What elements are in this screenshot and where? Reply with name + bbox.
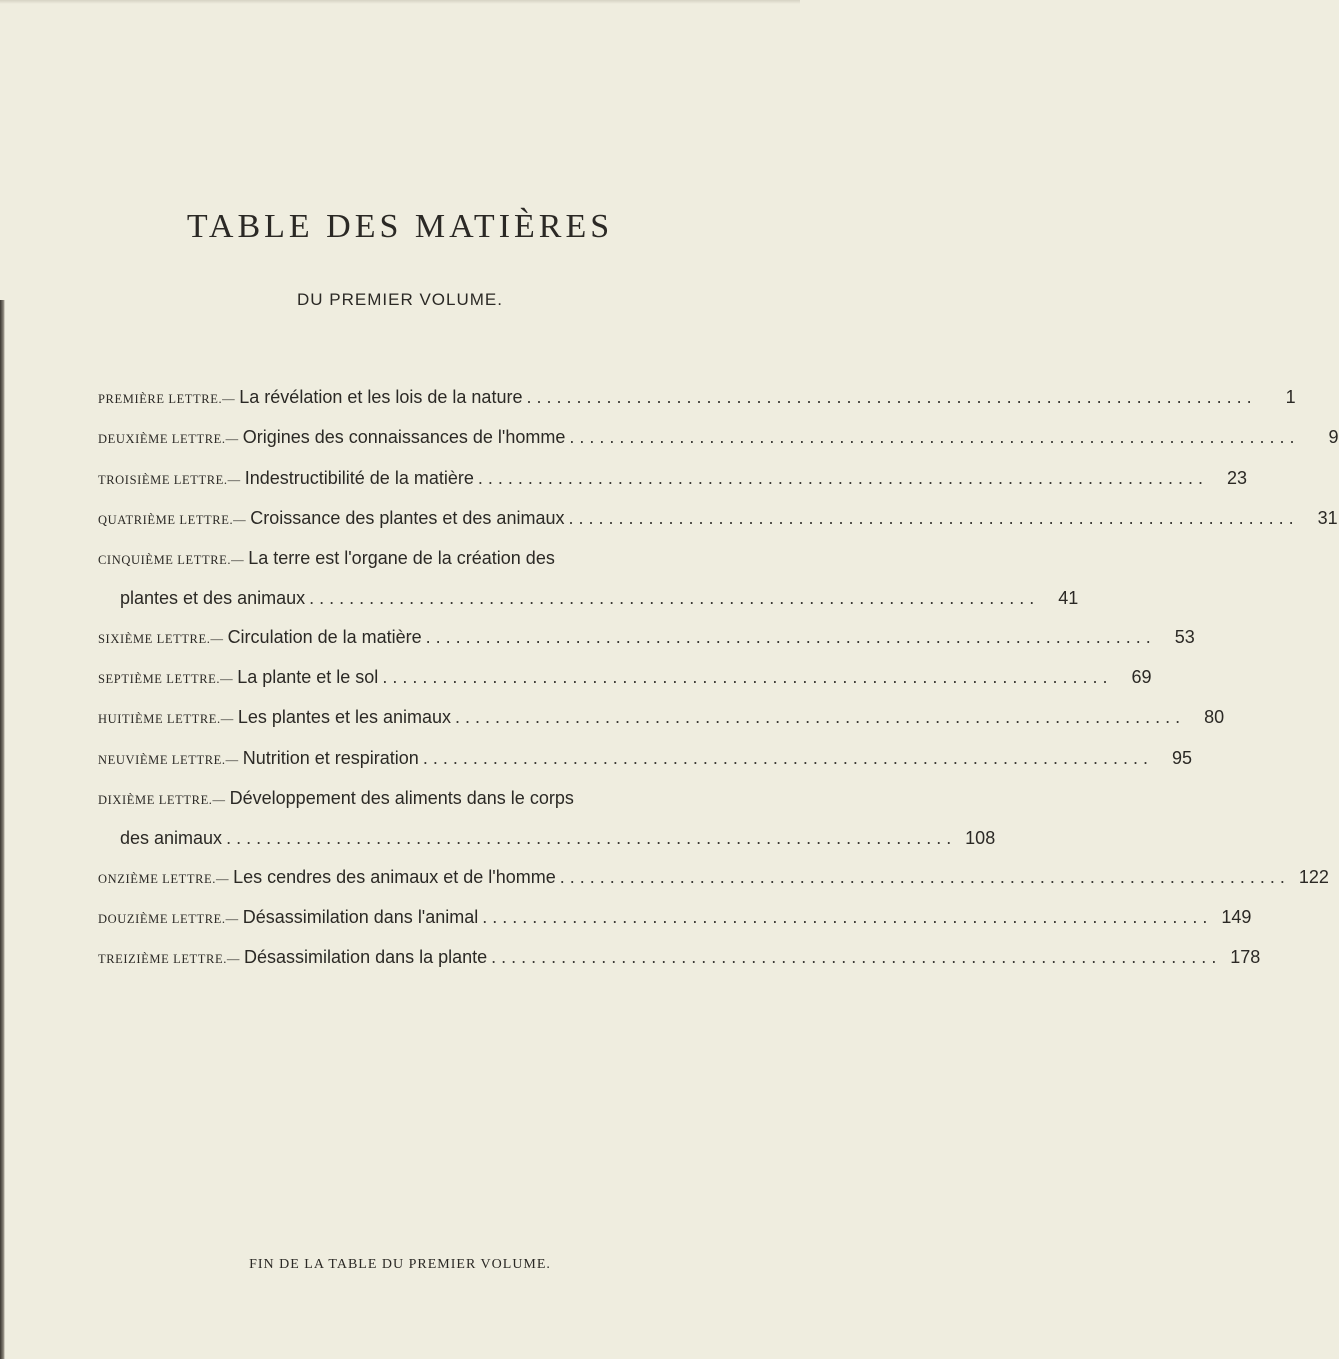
toc-entry-13[interactable] — [98, 938, 1261, 978]
toc-entry-label: ONZIÈME LETTRE.— — [98, 871, 230, 886]
page-edge-left — [0, 300, 5, 1359]
toc-entry-label: DIXIÈME LETTRE.— — [98, 792, 226, 807]
toc-entry-label: DOUZIÈME LETTRE.— — [98, 911, 239, 926]
toc-entry-10[interactable] — [98, 779, 996, 858]
toc-entry-label: TROISIÈME LETTRE.— — [98, 472, 241, 487]
dot-leader — [568, 499, 1293, 537]
dot-leader — [382, 658, 1107, 696]
toc-entry-page: 31 — [1317, 507, 1338, 528]
toc-entry-label: DEUXIÈME LETTRE.— — [98, 432, 239, 447]
dot-leader — [226, 819, 951, 857]
toc-entry-page: 122 — [1298, 866, 1329, 887]
toc-entry-2[interactable] — [98, 418, 1339, 458]
toc-entry-title: Indestructibilité de la matière — [244, 467, 474, 488]
toc-entry-title: Les cendres des animaux et de l'homme — [233, 866, 556, 887]
dot-leader — [491, 938, 1216, 976]
toc-entry-title-continued: plantes et des animaux — [120, 588, 306, 609]
toc-entry-label: SIXIÈME LETTRE.— — [98, 631, 224, 646]
toc-entry-title: La plante et le sol — [237, 667, 379, 688]
toc-entry-page: 178 — [1230, 947, 1261, 968]
toc-entry-label: PREMIÈRE LETTRE.— — [98, 392, 236, 406]
dot-leader — [569, 418, 1294, 456]
toc-entry-12[interactable] — [98, 898, 1252, 938]
toc-entry-title: Origines des connaissances de l'homme — [242, 427, 566, 448]
toc-entry-title: Désassimilation dans la plante — [244, 947, 488, 968]
toc-entry-page: 69 — [1131, 667, 1152, 688]
toc-entry-11[interactable] — [98, 858, 1329, 898]
toc-entry-page: 108 — [965, 828, 996, 849]
dot-leader — [478, 459, 1203, 497]
dot-leader — [560, 858, 1285, 896]
toc-entry-title: La révélation et les lois de la nature — [239, 387, 523, 407]
toc-entry-6[interactable] — [98, 618, 1195, 658]
end-of-table-note: FIN DE LA TABLE DU PREMIER VOLUME. — [249, 1257, 551, 1272]
page-subtitle: DU PREMIER VOLUME. — [297, 290, 503, 309]
toc-entry-9[interactable] — [98, 739, 1192, 779]
toc-entry-7[interactable] — [98, 658, 1152, 698]
page-title: TABLE DES MATIÈRES — [186, 208, 614, 245]
toc-entry-title: Les plantes et les animaux — [237, 707, 452, 728]
toc-entry-page: 1 — [1285, 387, 1296, 407]
toc-entry-page: 41 — [1058, 588, 1079, 609]
dot-leader — [426, 618, 1151, 656]
dot-leader — [455, 698, 1180, 736]
toc-entry-title: La terre est l'organe de la création des — [248, 548, 555, 569]
toc-entry-label: CINQUIÈME LETTRE.— — [98, 553, 245, 568]
toc-entry-label: SEPTIÈME LETTRE.— — [98, 672, 234, 687]
toc-entry-3[interactable] — [98, 459, 1248, 499]
toc-entry-page: 53 — [1174, 626, 1195, 647]
toc-entry-page: 9 — [1328, 427, 1339, 448]
toc-entry-title: Développement des aliments dans le corps — [229, 787, 574, 808]
toc-entry-label: QUATRIÈME LETTRE.— — [98, 512, 247, 527]
dot-leader — [309, 579, 1034, 617]
toc-entry-page: 149 — [1221, 906, 1252, 927]
toc-entry-8[interactable] — [98, 698, 1225, 738]
toc-entry-label: TREIZIÈME LETTRE.— — [98, 952, 241, 967]
dot-leader — [482, 898, 1207, 936]
toc-entry-title-continued: des animaux — [120, 828, 223, 849]
toc-entry-title: Désassimilation dans l'animal — [242, 906, 479, 927]
page-edge-top — [0, 0, 800, 4]
toc-entry-1[interactable] — [98, 378, 1296, 418]
table-of-contents — [98, 378, 1339, 978]
toc-entry-label: HUITIÈME LETTRE.— — [98, 712, 234, 727]
toc-entry-label: NEUVIÈME LETTRE.— — [98, 752, 239, 767]
toc-entry-title: Nutrition et respiration — [242, 747, 419, 768]
dot-leader — [423, 739, 1148, 777]
toc-entry-title: Circulation de la matière — [227, 626, 422, 647]
toc-entry-page: 80 — [1204, 707, 1225, 728]
toc-entry-4[interactable] — [98, 499, 1338, 539]
toc-entry-5[interactable] — [98, 539, 1079, 618]
toc-entry-title: Croissance des plantes et des animaux — [250, 507, 565, 528]
dot-leader — [526, 378, 1251, 416]
toc-entry-page: 95 — [1171, 747, 1192, 768]
toc-entry-page: 23 — [1226, 467, 1248, 488]
